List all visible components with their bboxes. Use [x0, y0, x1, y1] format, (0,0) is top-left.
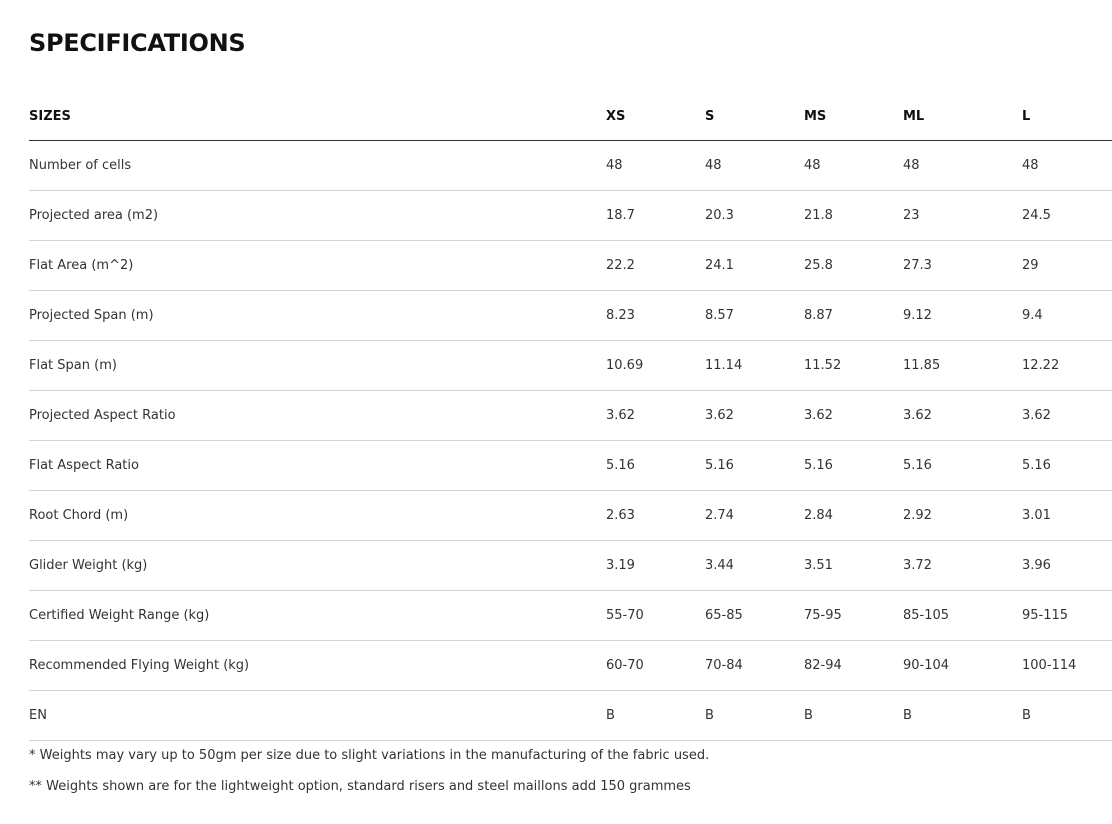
table-row	[29, 541, 1112, 591]
cell-value: 3.62	[606, 391, 705, 441]
cell-value: 8.87	[804, 291, 903, 341]
cell-value: 5.16	[804, 441, 903, 491]
cell-value: 2.63	[606, 491, 705, 541]
row-label: Projected area (m2)	[29, 191, 606, 241]
row-label: EN	[29, 691, 606, 741]
header-size-l: L	[1022, 92, 1112, 141]
cell-value: 25.8	[804, 241, 903, 291]
cell-value: 3.62	[804, 391, 903, 441]
header-size-xs: XS	[606, 92, 705, 141]
cell-value: 48	[1022, 141, 1112, 191]
cell-value: 29	[1022, 241, 1112, 291]
cell-value: 3.72	[903, 541, 1022, 591]
footnote-weight-option: ** Weights shown are for the lightweight option, standard risers and steel maillons add 150 grammes	[29, 779, 691, 794]
cell-value: 20.3	[705, 191, 804, 241]
cell-value: 11.85	[903, 341, 1022, 391]
table-row	[29, 141, 1112, 191]
row-label: Projected Span (m)	[29, 291, 606, 341]
specifications-table	[29, 92, 1112, 741]
row-label: Projected Aspect Ratio	[29, 391, 606, 441]
table-row	[29, 191, 1112, 241]
row-label: Certified Weight Range (kg)	[29, 591, 606, 641]
header-size-s: S	[705, 92, 804, 141]
cell-value: 95-115	[1022, 591, 1112, 641]
cell-value: 3.44	[705, 541, 804, 591]
cell-value: B	[804, 691, 903, 741]
cell-value: 3.96	[1022, 541, 1112, 591]
cell-value: 75-95	[804, 591, 903, 641]
cell-value: 70-84	[705, 641, 804, 691]
cell-value: 11.52	[804, 341, 903, 391]
cell-value: 2.92	[903, 491, 1022, 541]
cell-value: 5.16	[606, 441, 705, 491]
table-row	[29, 391, 1112, 441]
cell-value: 27.3	[903, 241, 1022, 291]
page-title: SPECIFICATIONS	[29, 29, 246, 57]
cell-value: 2.74	[705, 491, 804, 541]
cell-value: 8.23	[606, 291, 705, 341]
cell-value: 9.12	[903, 291, 1022, 341]
row-label: Flat Area (m^2)	[29, 241, 606, 291]
cell-value: B	[903, 691, 1022, 741]
cell-value: 18.7	[606, 191, 705, 241]
cell-value: 21.8	[804, 191, 903, 241]
cell-value: 48	[804, 141, 903, 191]
table-row	[29, 591, 1112, 641]
cell-value: 12.22	[1022, 341, 1112, 391]
cell-value: 2.84	[804, 491, 903, 541]
cell-value: 85-105	[903, 591, 1022, 641]
cell-value: 100-114	[1022, 641, 1112, 691]
cell-value: 23	[903, 191, 1022, 241]
row-label: Recommended Flying Weight (kg)	[29, 641, 606, 691]
cell-value: 22.2	[606, 241, 705, 291]
row-label: Flat Span (m)	[29, 341, 606, 391]
header-sizes-label: SIZES	[29, 92, 606, 141]
table-row	[29, 691, 1112, 741]
cell-value: 82-94	[804, 641, 903, 691]
cell-value: 5.16	[1022, 441, 1112, 491]
table-row	[29, 341, 1112, 391]
cell-value: 3.19	[606, 541, 705, 591]
cell-value: 48	[606, 141, 705, 191]
cell-value: 5.16	[903, 441, 1022, 491]
cell-value: 9.4	[1022, 291, 1112, 341]
footnotes	[29, 747, 709, 809]
cell-value: 90-104	[903, 641, 1022, 691]
table-row	[29, 491, 1112, 541]
cell-value: 55-70	[606, 591, 705, 641]
cell-value: 3.51	[804, 541, 903, 591]
cell-value: 3.62	[1022, 391, 1112, 441]
cell-value: B	[705, 691, 804, 741]
cell-value: 11.14	[705, 341, 804, 391]
cell-value: 24.1	[705, 241, 804, 291]
row-label: Glider Weight (kg)	[29, 541, 606, 591]
cell-value: 60-70	[606, 641, 705, 691]
header-size-ms: MS	[804, 92, 903, 141]
table-header-row	[29, 92, 1112, 141]
cell-value: 24.5	[1022, 191, 1112, 241]
table-row	[29, 441, 1112, 491]
cell-value: 48	[903, 141, 1022, 191]
table-row	[29, 241, 1112, 291]
cell-value: B	[1022, 691, 1112, 741]
cell-value: 3.01	[1022, 491, 1112, 541]
row-label: Root Chord (m)	[29, 491, 606, 541]
table-row	[29, 291, 1112, 341]
cell-value: 3.62	[705, 391, 804, 441]
header-size-ml: ML	[903, 92, 1022, 141]
cell-value: 48	[705, 141, 804, 191]
cell-value: 65-85	[705, 591, 804, 641]
footnote-weight-variation: * Weights may vary up to 50gm per size due to slight variations in the manufacturing of the fabric used.	[29, 748, 710, 763]
table-body	[29, 141, 1112, 741]
cell-value: 3.62	[903, 391, 1022, 441]
cell-value: 5.16	[705, 441, 804, 491]
row-label: Flat Aspect Ratio	[29, 441, 606, 491]
cell-value: B	[606, 691, 705, 741]
cell-value: 8.57	[705, 291, 804, 341]
table-row	[29, 641, 1112, 691]
cell-value: 10.69	[606, 341, 705, 391]
row-label: Number of cells	[29, 141, 606, 191]
